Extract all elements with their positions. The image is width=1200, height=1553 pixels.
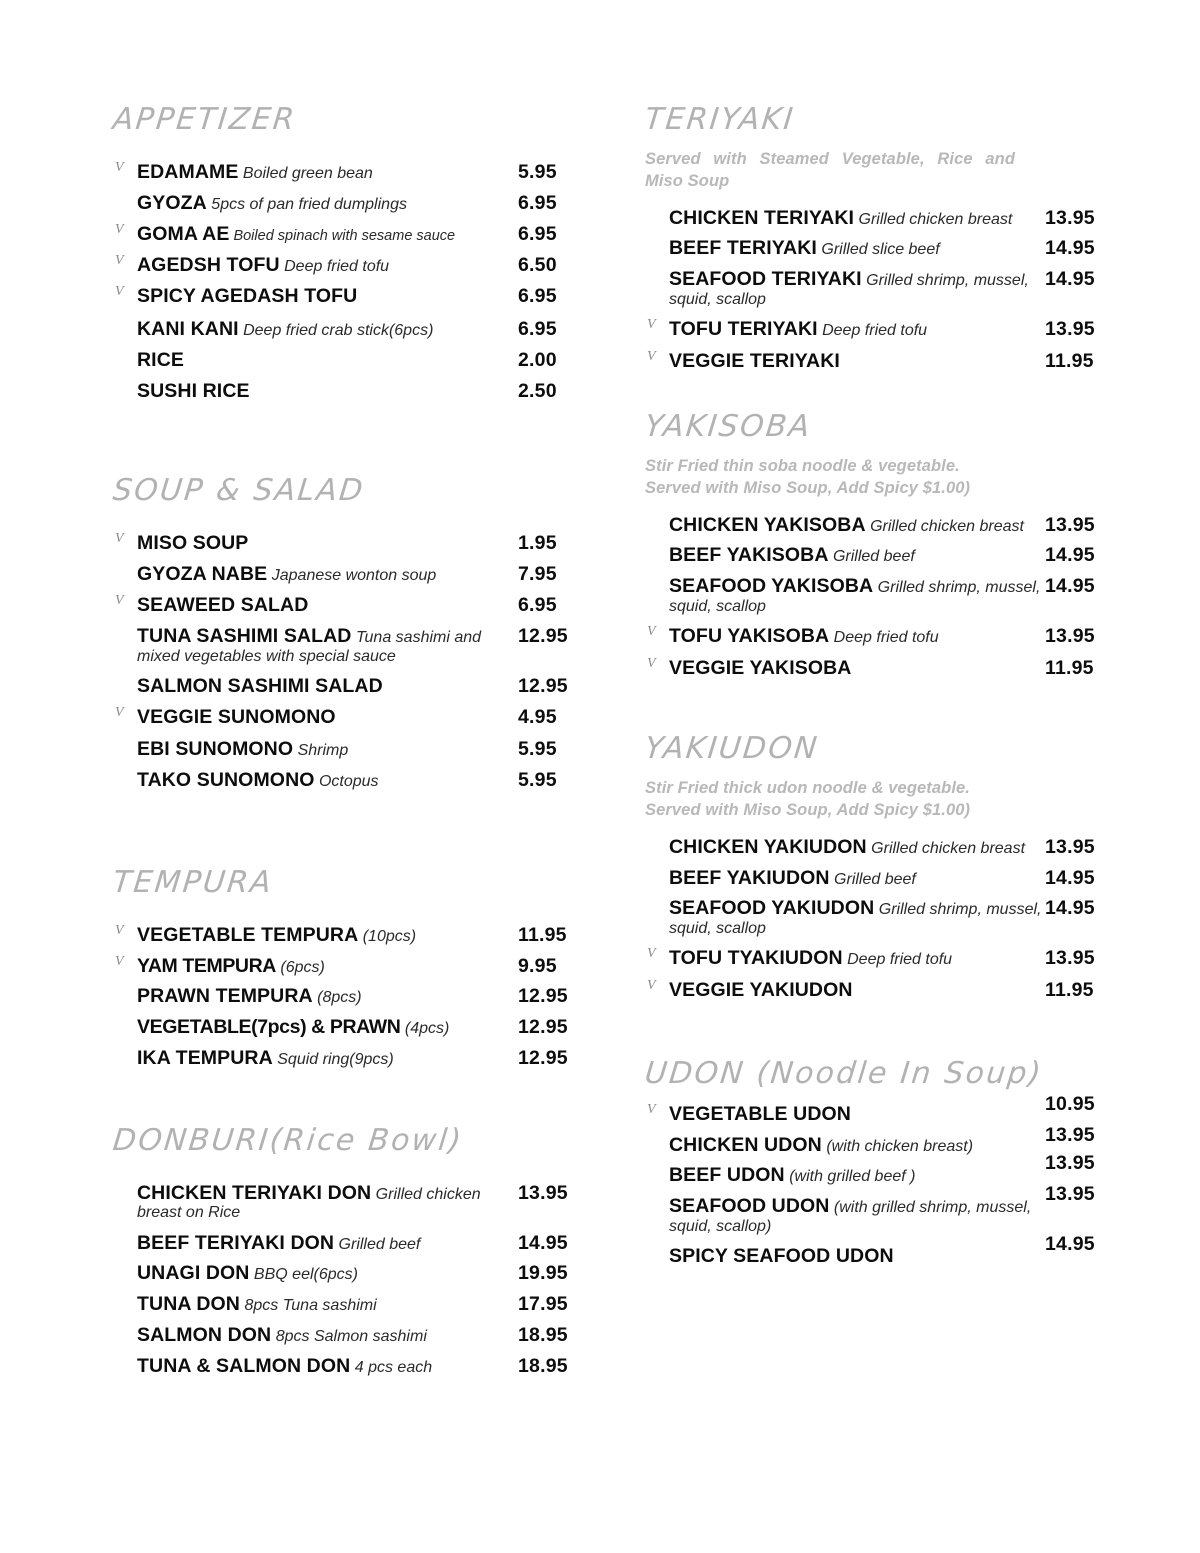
menu-item-text (113, 380, 517, 402)
menu-item-price: 13.95 (1045, 206, 1095, 229)
menu-item-description: Grilled chicken breast (866, 839, 1026, 857)
menu-item-name: CHICKEN YAKISOBA (669, 513, 866, 536)
menu-item-name: TUNA SASHIMI SALAD (137, 625, 352, 648)
menu-item-text (113, 675, 517, 697)
menu-item-text (113, 563, 517, 585)
menu-item-text (645, 268, 1041, 309)
menu-item-price: 6.50 (518, 253, 557, 276)
menu-item-price: 2.00 (518, 349, 557, 372)
menu-item-description: (with grilled beef ) (784, 1168, 916, 1186)
menu-item (113, 318, 600, 340)
menu-item-text (645, 544, 1049, 566)
menu-item-name: SEAFOOD YAKIUDON (669, 897, 875, 920)
menu-item-price: 4.95 (518, 705, 557, 728)
menu-item (645, 544, 1200, 566)
menu-section-appetizer (111, 102, 600, 402)
menu-section-donburi (111, 1122, 600, 1378)
menu-item-price: 13.95 (1045, 947, 1095, 970)
menu-item-name: KANI KANI (137, 318, 239, 341)
menu-item (645, 575, 1200, 616)
menu-item-text (645, 836, 1049, 858)
menu-item-text (113, 532, 517, 554)
menu-item (113, 161, 600, 183)
menu-item-text (113, 223, 517, 245)
menu-item (645, 1123, 1200, 1156)
menu-item-price: 11.95 (1045, 349, 1094, 372)
menu-item-description: Grilled shrimp, mussel, squid, scallop (669, 579, 1041, 615)
menu-item-text (645, 318, 1049, 340)
menu-item (113, 1293, 600, 1315)
menu-item-name: SALMON SASHIMI SALAD (137, 674, 383, 697)
menu-item-price: 10.95 (1045, 1093, 1095, 1116)
section-description: Served with Steamed Vegetable, Rice and Miso Soup (645, 150, 1015, 190)
menu-item (645, 836, 1200, 858)
menu-item-text (113, 285, 517, 307)
menu-column-left (0, 102, 600, 1386)
menu-item-list (645, 514, 1200, 680)
menu-item-text (113, 1016, 517, 1038)
menu-item-description: Grilled shrimp, mussel, squid, scallop (669, 272, 1029, 308)
menu-section-yakiudon (643, 731, 1200, 1001)
menu-item-description: BBQ eel(6pcs) (249, 1266, 358, 1284)
menu-item-description: Deep fried tofu (829, 629, 939, 647)
menu-item-price: 13.95 (1045, 1123, 1095, 1146)
menu-item (113, 1016, 600, 1038)
menu-item (645, 207, 1200, 229)
menu-item-price: 14.95 (1045, 897, 1095, 920)
menu-item-price: 18.95 (518, 1355, 568, 1378)
menu-item-price: 6.95 (518, 318, 557, 341)
menu-item-price: 14.95 (1045, 268, 1095, 291)
menu-item (645, 318, 1200, 340)
menu-item-price: 6.95 (518, 594, 557, 617)
menu-item-name: BEEF YAKISOBA (669, 544, 829, 567)
menu-item-price: 19.95 (518, 1262, 568, 1285)
menu-item-price: 18.95 (518, 1324, 568, 1347)
menu-item-price: 5.95 (518, 738, 557, 761)
menu-item-price: 12.95 (518, 1047, 568, 1070)
section-description: Stir Fried thin soba noodle & vegetable. Served with Miso Soup, Add Spicy $1.00) (645, 457, 971, 497)
menu-item-price: 14.95 (1045, 866, 1095, 889)
menu-item-name: SPICY AGEDASH TOFU (137, 284, 358, 307)
menu-item-price: 13.95 (1045, 318, 1095, 341)
section-title: TEMPURA (111, 864, 275, 900)
menu-item-description: Deep fried tofu (842, 951, 953, 969)
menu-item (645, 1093, 1200, 1126)
menu-item-name: AGEDSH TOFU (137, 253, 280, 276)
menu-item-description: Deep fried tofu (279, 257, 390, 275)
menu-item-name: CHICKEN YAKIUDON (669, 835, 867, 858)
menu-item-text (113, 706, 517, 728)
menu-item-description: (4pcs) (400, 1020, 450, 1038)
menu-item-name: EDAMAME (137, 161, 239, 183)
menu-item (113, 594, 600, 616)
menu-item-text (113, 161, 517, 183)
menu-item (113, 625, 600, 666)
menu-item-text (645, 350, 1049, 372)
menu-item-price: 11.95 (518, 923, 567, 946)
menu-item (645, 867, 1200, 889)
menu-item-name: GYOZA (137, 191, 207, 214)
menu-item (113, 769, 600, 791)
menu-item-text (645, 1245, 1049, 1267)
menu-item (645, 514, 1200, 536)
menu-item-name: BEEF YAKIUDON (669, 866, 830, 889)
menu-item (113, 706, 600, 728)
menu-item-description: (10pcs) (358, 927, 417, 945)
menu-item-name: BEEF TERIYAKI DON (137, 1231, 335, 1254)
menu-item-description: Japanese wonton soup (267, 567, 437, 585)
menu-item (113, 1182, 600, 1223)
menu-item-description: (with chicken breast) (821, 1137, 974, 1155)
menu-item (645, 1152, 1200, 1187)
vegetarian-marker-icon: V (115, 160, 124, 175)
menu-item-name: VEGETABLE(7pcs) & PRAWN (137, 1016, 401, 1039)
menu-item (645, 947, 1200, 969)
menu-item-price: 1.95 (518, 532, 557, 555)
section-title: YAKIUDON (643, 731, 821, 767)
menu-item-price: 13.95 (1045, 835, 1095, 858)
menu-item-text (645, 237, 1049, 259)
menu-item-name: GYOZA NABE (137, 563, 268, 586)
menu-item-text (113, 349, 517, 371)
menu-item-name: TOFU YAKISOBA (669, 625, 830, 648)
vegetarian-marker-icon: V (647, 1102, 656, 1118)
menu-item-description: Grilled beef (828, 548, 915, 566)
menu-item-name: GOMA AE (137, 222, 230, 245)
menu-item-text (113, 192, 517, 214)
menu-item-price: 12.95 (518, 625, 568, 648)
menu-item-description: Tuna sashimi and mixed vegetables with special sauce (137, 629, 482, 665)
menu-item-text (113, 985, 517, 1007)
menu-item-description: Grilled beef (829, 870, 916, 888)
menu-item-description: 8pcs Tuna sashimi (240, 1297, 377, 1315)
menu-item (113, 380, 600, 402)
menu-item-list (645, 207, 1200, 373)
menu-item-name: VEGGIE TERIYAKI (669, 349, 840, 372)
menu-item-list (645, 1093, 1200, 1268)
menu-item-text (645, 657, 1049, 679)
menu-item-description: (6pcs) (275, 958, 325, 976)
menu-item-price: 7.95 (518, 563, 557, 586)
menu-item-description: Squid ring(9pcs) (272, 1051, 394, 1069)
menu-item-name: SEAFOOD TERIYAKI (669, 268, 862, 291)
menu-item-list (113, 924, 600, 1070)
menu-item-text (113, 738, 517, 760)
menu-item-description: 8pcs Salmon sashimi (271, 1328, 427, 1346)
menu-item-list (113, 532, 600, 791)
vegetarian-marker-icon: V (115, 953, 124, 969)
menu-item-text (645, 947, 1049, 969)
menu-item-text (113, 1355, 517, 1377)
menu-item-name: EBI SUNOMONO (137, 738, 294, 761)
vegetarian-marker-icon: V (647, 977, 656, 993)
menu-item (645, 625, 1200, 647)
vegetarian-marker-icon: V (115, 922, 124, 938)
menu-item-text (645, 1195, 1041, 1236)
menu-item-price: 12.95 (518, 674, 568, 697)
menu-item-text (113, 955, 517, 977)
menu-item (645, 1183, 1200, 1236)
menu-item-name: TAKO SUNOMONO (137, 769, 315, 792)
menu-item (113, 738, 600, 760)
menu-item (645, 979, 1200, 1001)
menu-item-text (113, 254, 517, 276)
menu-item-text (113, 1262, 517, 1284)
menu-item (645, 657, 1200, 679)
menu-item-description: Deep fried crab stick(6pcs) (238, 322, 434, 340)
menu-section-udon (643, 1056, 1200, 1268)
menu-item (113, 1262, 600, 1284)
menu-item-price: 14.95 (1045, 544, 1095, 567)
menu-item (645, 237, 1200, 259)
section-title: TERIYAKI (643, 102, 797, 137)
section-title: YAKISOBA (643, 409, 814, 445)
menu-item-text (113, 318, 517, 340)
menu-item-description: Octopus (314, 773, 379, 791)
menu-item-text (113, 1182, 487, 1223)
menu-item-name: CHICKEN TERIYAKI DON (137, 1181, 372, 1204)
menu-item-description: Grilled chicken breast on Rice (137, 1185, 481, 1222)
section-title: DONBURI(Rice Bowl) (111, 1122, 465, 1158)
menu-item-price: 13.95 (1045, 1152, 1095, 1175)
menu-item-name: CHICKEN UDON (669, 1133, 822, 1156)
menu-item-name: YAM TEMPURA (137, 954, 276, 977)
menu-item (645, 350, 1200, 372)
menu-item-price: 9.95 (518, 954, 557, 977)
menu-item-description: Grilled beef (334, 1235, 421, 1253)
menu-item-name: BEEF TERIYAKI (669, 237, 817, 260)
menu-item (113, 1355, 600, 1377)
menu-item-name: VEGGIE YAKIUDON (669, 978, 853, 1001)
menu-item-text (645, 897, 1044, 938)
menu-item-name: RICE (137, 349, 184, 372)
vegetarian-marker-icon: V (115, 252, 124, 268)
menu-item (113, 1047, 600, 1069)
menu-item-price: 14.95 (518, 1231, 568, 1254)
menu-item-name: SUSHI RICE (137, 379, 250, 402)
menu-item (113, 532, 600, 554)
menu-item (113, 349, 600, 371)
menu-item-list (645, 836, 1200, 1002)
vegetarian-marker-icon: V (115, 221, 124, 237)
menu-item-text (113, 1232, 517, 1254)
menu-item-price: 13.95 (518, 1181, 568, 1204)
menu-item-description: 5pcs of pan fried dumplings (206, 195, 407, 213)
menu-item (113, 192, 600, 214)
menu-item-description: Deep fried tofu (817, 322, 928, 340)
menu-item-price: 14.95 (1045, 237, 1095, 260)
menu-item (113, 675, 600, 697)
menu-item-name: VEGGIE YAKISOBA (669, 656, 852, 679)
menu-item-text (645, 1134, 1049, 1156)
menu-item-name: TOFU TYAKIUDON (669, 947, 843, 970)
menu-item-text (113, 625, 509, 666)
menu-item-text (645, 625, 1049, 647)
vegetarian-marker-icon: V (115, 593, 124, 609)
menu-item-text (645, 514, 1049, 536)
menu-item-name: BEEF UDON (669, 1164, 785, 1187)
menu-item (113, 563, 600, 585)
menu-item-price: 5.95 (518, 161, 557, 183)
menu-item-name: TOFU TERIYAKI (669, 318, 818, 341)
menu-item-name: SALMON DON (137, 1324, 272, 1347)
menu-item-price: 6.95 (518, 191, 557, 214)
menu-item-name: MISO SOUP (137, 532, 249, 555)
menu-item-text (113, 594, 517, 616)
vegetarian-marker-icon: V (647, 655, 656, 671)
menu-item-name: VEGGIE SUNOMONO (137, 705, 336, 728)
menu-item (113, 924, 600, 946)
menu-item-price: 13.95 (1045, 1183, 1095, 1206)
menu-item-price: 6.95 (518, 284, 557, 307)
section-title: APPETIZER (111, 102, 298, 137)
vegetarian-marker-icon: V (647, 348, 656, 364)
menu-item-name: CHICKEN TERIYAKI (669, 206, 855, 229)
menu-item (113, 285, 600, 307)
menu-item (645, 268, 1200, 309)
menu-item-price: 13.95 (1045, 513, 1095, 536)
menu-item-name: UNAGI DON (137, 1262, 250, 1285)
menu-item-price: 5.95 (518, 769, 557, 792)
menu-item-text (645, 867, 1049, 889)
menu-item-description: (with grilled shrimp, mussel, squid, scallop) (669, 1199, 1032, 1235)
menu-item-price: 12.95 (518, 1016, 568, 1039)
menu-column-right (600, 102, 1200, 1386)
menu-item-name: TUNA DON (137, 1293, 240, 1316)
menu-item-description: Grilled slice beef (816, 241, 940, 259)
menu-item-price: 12.95 (518, 985, 568, 1008)
menu-item-description: Grilled chicken breast (854, 210, 1013, 228)
menu-item-description: Grilled shrimp, mussel, squid, scallop (669, 901, 1042, 937)
menu-item (113, 1232, 600, 1254)
menu-item-description: Boiled green bean (238, 165, 373, 182)
menu-item-text (645, 575, 1041, 616)
menu-item-text (113, 769, 517, 791)
menu-item-price: 13.95 (1045, 625, 1095, 648)
menu-item (113, 955, 600, 977)
menu-item-description: Shrimp (293, 742, 349, 760)
section-title: SOUP & SALAD (111, 473, 367, 509)
menu-item-description: 4 pcs each (350, 1359, 433, 1377)
menu-item-name: VEGETABLE TEMPURA (137, 923, 359, 946)
vegetarian-marker-icon: V (115, 531, 124, 547)
menu-item-name: IKA TEMPURA (137, 1047, 273, 1070)
menu-item-text (645, 1103, 1049, 1125)
menu-item-text (113, 1324, 517, 1346)
menu-item-name: TUNA & SALMON DON (137, 1355, 351, 1378)
menu-item-name: PRAWN TEMPURA (137, 985, 313, 1008)
menu-item-name: VEGETABLE UDON (669, 1103, 851, 1126)
menu-item (113, 1324, 600, 1346)
menu-item (645, 897, 1200, 938)
menu-item-name: SEAFOOD YAKISOBA (669, 575, 874, 598)
menu-item-price: 11.95 (1045, 656, 1094, 679)
vegetarian-marker-icon: V (115, 283, 124, 299)
menu-item-price: 6.95 (518, 222, 557, 245)
vegetarian-marker-icon: V (647, 317, 656, 333)
menu-item-text (645, 207, 1049, 229)
menu-item (645, 1233, 1200, 1268)
menu-item-description: Boiled spinach with sesame sauce (229, 227, 456, 244)
menu-item-description: (8pcs) (312, 989, 362, 1007)
menu-section-soup-salad (111, 473, 600, 792)
menu-item-price: 2.50 (518, 379, 557, 402)
menu-item (113, 985, 600, 1007)
section-title: UDON (Noodle In Soup) (643, 1056, 1045, 1092)
menu-item-text (645, 979, 1049, 1001)
menu-item-price: 17.95 (518, 1293, 568, 1316)
vegetarian-marker-icon: V (115, 704, 124, 720)
menu-item-description: Grilled chicken breast (865, 517, 1024, 535)
menu-item-text (113, 1047, 517, 1069)
menu-item-name: SEAFOOD UDON (669, 1195, 830, 1218)
menu-item (113, 223, 600, 245)
section-description: Stir Fried thick udon noodle & vegetable. Served with Miso Soup, Add Spicy $1.00) (645, 779, 971, 819)
menu-item-list (113, 1182, 600, 1378)
menu-item-price: 14.95 (1045, 575, 1095, 598)
menu-section-teriyaki (643, 102, 1200, 372)
menu-columns (0, 102, 1200, 1386)
menu-item-name: SEAWEED SALAD (137, 594, 309, 617)
menu-item-price: 11.95 (1045, 978, 1094, 1001)
vegetarian-marker-icon: V (647, 624, 656, 640)
menu-item-list (113, 161, 600, 402)
menu-item (113, 254, 600, 276)
menu-item-text (113, 924, 517, 946)
menu-item-price: 14.95 (1045, 1233, 1095, 1256)
menu-item-text (113, 1293, 517, 1315)
menu-section-tempura (111, 864, 600, 1070)
menu-item-name: SPICY SEAFOOD UDON (669, 1245, 894, 1268)
menu-section-yakisoba (643, 409, 1200, 679)
vegetarian-marker-icon: V (647, 946, 656, 962)
menu-item-text (645, 1164, 1049, 1186)
